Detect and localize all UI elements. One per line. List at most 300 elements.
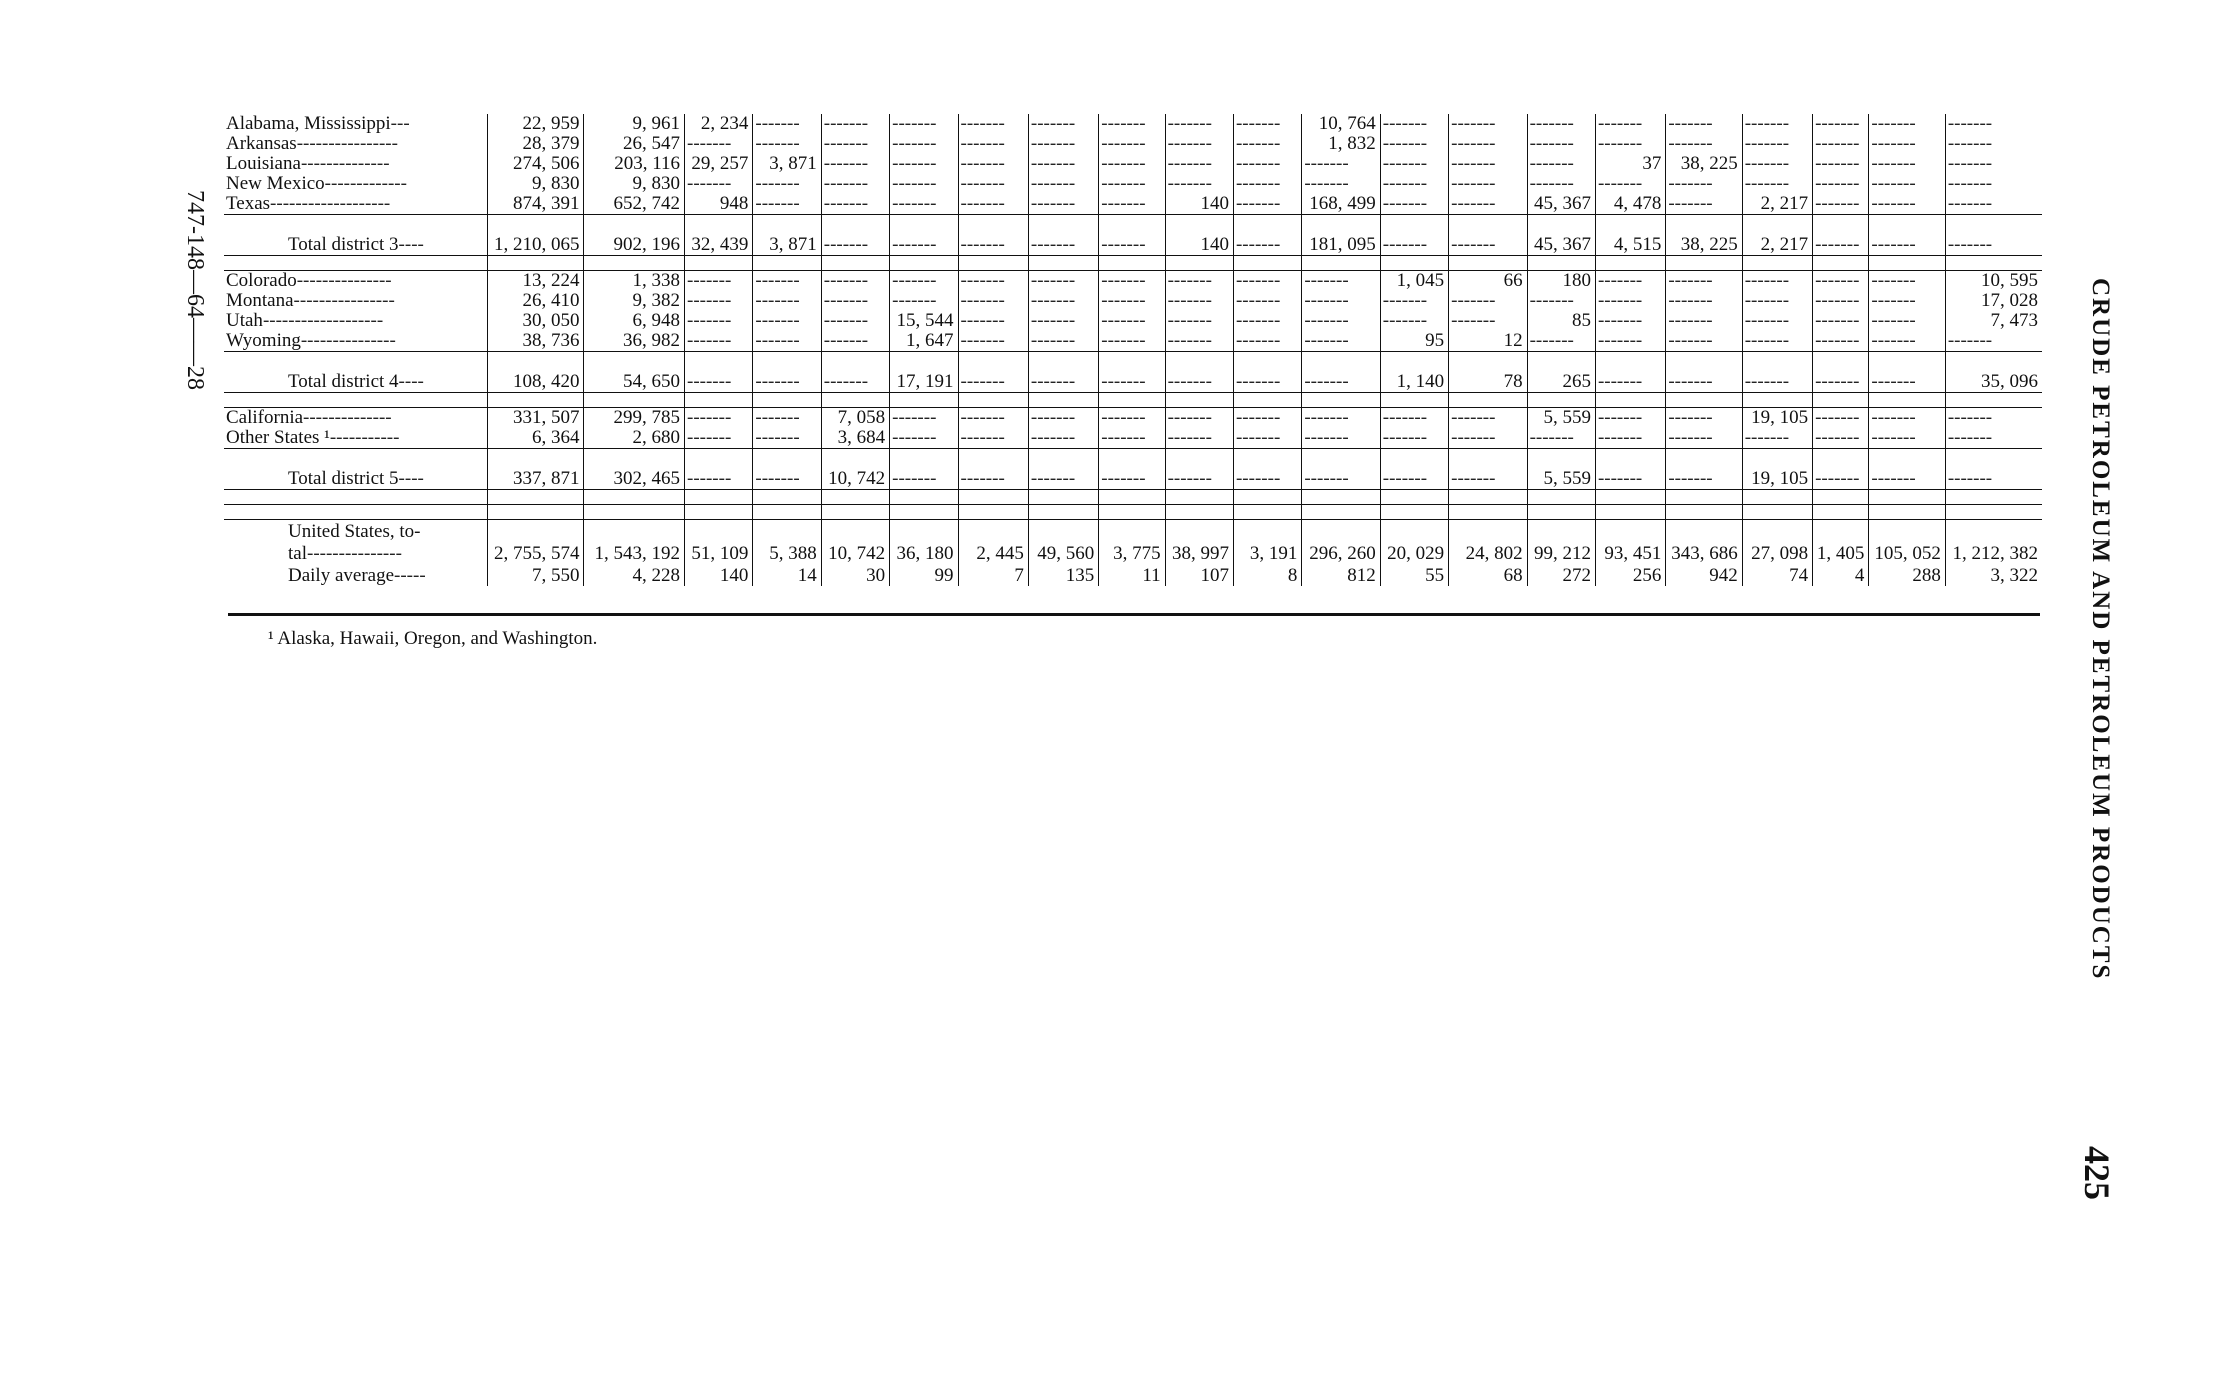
table-cell: -------: [1028, 154, 1098, 174]
table-cell: 652, 742: [584, 194, 685, 215]
table-cell: -------: [1302, 408, 1380, 429]
table-cell: -------: [1742, 154, 1812, 174]
table-cell: 108, 420: [487, 370, 584, 393]
table-cell: -------: [1380, 154, 1448, 174]
table-cell: 1, 543, 192: [584, 542, 685, 564]
table-cell: -------: [1595, 271, 1665, 292]
table-cell: 4, 515: [1595, 233, 1665, 256]
row-label: Wyoming---------------: [226, 331, 396, 351]
table-cell: -------: [1028, 467, 1098, 490]
table-cell: -------: [1742, 291, 1812, 311]
table-cell: [1527, 520, 1595, 543]
table-cell: -------: [1302, 174, 1380, 194]
table-cell: 26, 410: [487, 291, 584, 311]
table-cell: [1449, 520, 1527, 543]
table-cell: 30: [821, 564, 889, 586]
table-cell: 265: [1527, 370, 1595, 393]
table-cell: -------: [1813, 311, 1869, 331]
table-cell: -------: [890, 467, 958, 490]
table-cell: 140: [1165, 194, 1233, 215]
table-cell: [1595, 520, 1665, 543]
table-cell: -------: [685, 271, 753, 292]
table-cell: -------: [821, 331, 889, 352]
table-cell: 19, 105: [1742, 467, 1812, 490]
table-cell: -------: [1666, 174, 1742, 194]
table-cell: 1, 045: [1380, 271, 1448, 292]
table-row: [224, 194, 2042, 215]
table-cell: 11: [1099, 564, 1165, 586]
table-cell: -------: [1302, 291, 1380, 311]
table-cell: -------: [1666, 291, 1742, 311]
table-cell: -------: [821, 271, 889, 292]
table-cell: -------: [1869, 233, 1945, 256]
table-cell: -------: [1742, 331, 1812, 352]
table-cell: -------: [821, 154, 889, 174]
table-cell: -------: [753, 311, 821, 331]
table-cell: [1945, 520, 2042, 543]
table-cell: -------: [821, 291, 889, 311]
table-cell: 35, 096: [1945, 370, 2042, 393]
table-cell: -------: [821, 134, 889, 154]
table-cell: -------: [821, 194, 889, 215]
table-cell: -------: [890, 194, 958, 215]
table-row: [224, 154, 2042, 174]
table-row: [224, 542, 2042, 564]
row-label: California--------------: [226, 407, 392, 428]
table-cell: -------: [1380, 134, 1448, 154]
table-cell: -------: [1449, 311, 1527, 331]
table-cell: 105, 052: [1869, 542, 1945, 564]
table-cell: -------: [1595, 370, 1665, 393]
table-cell: -------: [1099, 134, 1165, 154]
table-cell: -------: [1666, 467, 1742, 490]
table-cell: -------: [1028, 271, 1098, 292]
table-cell: -------: [890, 154, 958, 174]
table-row: [224, 564, 2042, 586]
table-cell: 17, 191: [890, 370, 958, 393]
row-label: United States, to-: [288, 521, 421, 542]
table-cell: 337, 871: [487, 467, 584, 490]
table-cell: 26, 547: [584, 134, 685, 154]
table-cell: -------: [1813, 370, 1869, 393]
side-label: 747-148—64——28: [182, 190, 208, 390]
table-cell: -------: [1945, 114, 2042, 134]
table-cell: 38, 736: [487, 331, 584, 352]
table-cell: -------: [821, 174, 889, 194]
table-cell: 343, 686: [1666, 542, 1742, 564]
table-cell: -------: [1380, 311, 1448, 331]
table-cell: 4, 228: [584, 564, 685, 586]
table-cell: 17, 028: [1945, 291, 2042, 311]
table-cell: 2, 217: [1742, 194, 1812, 215]
table-cell: -------: [1380, 428, 1448, 449]
table-cell: -------: [1233, 467, 1301, 490]
table-cell: 32, 439: [685, 233, 753, 256]
table-cell: 331, 507: [487, 408, 584, 429]
table-cell: 874, 391: [487, 194, 584, 215]
table-cell: [958, 520, 1028, 543]
table-cell: 3, 871: [753, 154, 821, 174]
table-cell: 2, 217: [1742, 233, 1812, 256]
table-cell: 7, 550: [487, 564, 584, 586]
table-cell: -------: [1813, 271, 1869, 292]
table-cell: 4, 478: [1595, 194, 1665, 215]
table-cell: -------: [1099, 174, 1165, 194]
table-row: [224, 428, 2042, 449]
table-cell: 99: [890, 564, 958, 586]
table-cell: -------: [1527, 331, 1595, 352]
table-cell: -------: [685, 467, 753, 490]
table-cell: -------: [1666, 311, 1742, 331]
table-cell: -------: [1945, 233, 2042, 256]
table-cell: 78: [1449, 370, 1527, 393]
table-cell: -------: [1165, 154, 1233, 174]
table-cell: -------: [1099, 467, 1165, 490]
table-cell: -------: [1742, 370, 1812, 393]
table-cell: -------: [958, 331, 1028, 352]
table-cell: 8: [1233, 564, 1301, 586]
table-cell: -------: [958, 291, 1028, 311]
table-cell: 1, 832: [1302, 134, 1380, 154]
table-cell: 5, 388: [753, 542, 821, 564]
table-cell: 135: [1028, 564, 1098, 586]
table-cell: [821, 520, 889, 543]
table-cell: 302, 465: [584, 467, 685, 490]
table-cell: -------: [890, 134, 958, 154]
table-cell: [753, 520, 821, 543]
table-cell: -------: [1099, 311, 1165, 331]
table-cell: 1, 647: [890, 331, 958, 352]
table-cell: -------: [1233, 194, 1301, 215]
table-cell: 296, 260: [1302, 542, 1380, 564]
table-cell: 7, 058: [821, 408, 889, 429]
table-cell: 36, 982: [584, 331, 685, 352]
table-cell: -------: [1233, 174, 1301, 194]
table-cell: [1302, 520, 1380, 543]
table-cell: -------: [753, 370, 821, 393]
table-cell: 45, 367: [1527, 194, 1595, 215]
table-cell: 3, 191: [1233, 542, 1301, 564]
table-cell: -------: [1527, 174, 1595, 194]
table-cell: -------: [1813, 114, 1869, 134]
table-cell: -------: [1099, 114, 1165, 134]
table-cell: -------: [1028, 233, 1098, 256]
table-cell: -------: [890, 174, 958, 194]
table-cell: -------: [1449, 467, 1527, 490]
table-cell: 9, 830: [584, 174, 685, 194]
table-cell: 9, 961: [584, 114, 685, 134]
table-cell: [890, 520, 958, 543]
table-cell: -------: [1742, 271, 1812, 292]
table-cell: 1, 338: [584, 271, 685, 292]
table-cell: 15, 544: [890, 311, 958, 331]
table-cell: -------: [1666, 271, 1742, 292]
table-cell: -------: [1666, 134, 1742, 154]
table-row: [224, 233, 2042, 256]
table-cell: -------: [958, 408, 1028, 429]
row-label: New Mexico-------------: [226, 174, 407, 194]
table-cell: 95: [1380, 331, 1448, 352]
table-row: [224, 467, 2042, 490]
table-cell: -------: [958, 311, 1028, 331]
table-cell: -------: [1099, 154, 1165, 174]
table-cell: -------: [1666, 428, 1742, 449]
table-cell: -------: [1233, 408, 1301, 429]
table-cell: -------: [958, 467, 1028, 490]
table-cell: -------: [1099, 271, 1165, 292]
table-row: [224, 174, 2042, 194]
table-cell: -------: [685, 311, 753, 331]
row-label: Total district 5----: [288, 468, 424, 489]
table-cell: 38, 225: [1666, 154, 1742, 174]
table-cell: -------: [1099, 428, 1165, 449]
table-cell: [1099, 520, 1165, 543]
table-cell: [1742, 520, 1812, 543]
table-cell: -------: [1165, 311, 1233, 331]
table-cell: -------: [1945, 428, 2042, 449]
table-cell: 10, 764: [1302, 114, 1380, 134]
table-cell: -------: [1813, 428, 1869, 449]
table-cell: 19, 105: [1742, 408, 1812, 429]
table-cell: -------: [958, 154, 1028, 174]
table-cell: 181, 095: [1302, 233, 1380, 256]
table-cell: -------: [1595, 114, 1665, 134]
table-cell: -------: [821, 114, 889, 134]
table-cell: -------: [1449, 154, 1527, 174]
table-cell: 140: [1165, 233, 1233, 256]
table-cell: 203, 116: [584, 154, 685, 174]
table-cell: -------: [1165, 467, 1233, 490]
table-cell: -------: [1945, 408, 2042, 429]
table-cell: -------: [1813, 331, 1869, 352]
table-cell: -------: [1869, 331, 1945, 352]
table-cell: 3, 871: [753, 233, 821, 256]
table-cell: -------: [1449, 291, 1527, 311]
table-cell: -------: [1380, 174, 1448, 194]
row-separator: [224, 393, 2042, 408]
table-cell: 93, 451: [1595, 542, 1665, 564]
table-cell: 51, 109: [685, 542, 753, 564]
table-row: [224, 114, 2042, 134]
table-cell: 29, 257: [685, 154, 753, 174]
row-label: Colorado---------------: [226, 270, 392, 291]
table-cell: -------: [890, 408, 958, 429]
table-cell: 107: [1165, 564, 1233, 586]
table-cell: -------: [1869, 194, 1945, 215]
table-cell: -------: [1302, 331, 1380, 352]
table-cell: -------: [753, 194, 821, 215]
row-separator: [224, 215, 2042, 234]
table-cell: -------: [1869, 114, 1945, 134]
row-separator: [224, 352, 2042, 371]
table-cell: -------: [1302, 428, 1380, 449]
table-cell: 288: [1869, 564, 1945, 586]
table-cell: -------: [958, 114, 1028, 134]
table-cell: -------: [1380, 408, 1448, 429]
table-cell: -------: [821, 311, 889, 331]
table-cell: -------: [1869, 428, 1945, 449]
table-cell: 7, 473: [1945, 311, 2042, 331]
table-cell: -------: [1813, 154, 1869, 174]
table-cell: 85: [1527, 311, 1595, 331]
table-cell: -------: [685, 370, 753, 393]
table-bottom-rule: [228, 613, 2040, 616]
footnote: ¹ Alaska, Hawaii, Oregon, and Washington.: [268, 628, 598, 649]
table-row: [224, 311, 2042, 331]
row-label: tal---------------: [288, 543, 402, 564]
row-label: Alabama, Mississippi---: [226, 114, 410, 134]
table-cell: -------: [1099, 291, 1165, 311]
table-cell: 7: [958, 564, 1028, 586]
table-cell: -------: [753, 174, 821, 194]
table-cell: -------: [1233, 428, 1301, 449]
table-cell: 12: [1449, 331, 1527, 352]
table-cell: -------: [1869, 370, 1945, 393]
table-cell: -------: [685, 331, 753, 352]
table-cell: -------: [1595, 174, 1665, 194]
table-cell: -------: [1595, 467, 1665, 490]
table-row: [224, 370, 2042, 393]
table-row: [224, 520, 2042, 543]
table-cell: -------: [1595, 134, 1665, 154]
table-cell: -------: [1945, 154, 2042, 174]
table-cell: -------: [685, 174, 753, 194]
table-cell: 1, 140: [1380, 370, 1448, 393]
table-cell: -------: [1527, 114, 1595, 134]
table-cell: -------: [1449, 134, 1527, 154]
table-cell: -------: [1302, 370, 1380, 393]
table-cell: -------: [1869, 154, 1945, 174]
table-cell: 13, 224: [487, 271, 584, 292]
row-label: Total district 4----: [288, 371, 424, 392]
table-cell: [487, 520, 584, 543]
table-cell: -------: [890, 233, 958, 256]
table-cell: -------: [1233, 134, 1301, 154]
table-cell: -------: [1028, 194, 1098, 215]
table-cell: -------: [1945, 331, 2042, 352]
table-cell: 38, 997: [1165, 542, 1233, 564]
table-cell: -------: [1380, 233, 1448, 256]
table-cell: -------: [1380, 194, 1448, 215]
table-cell: 168, 499: [1302, 194, 1380, 215]
table-cell: -------: [1028, 311, 1098, 331]
table-cell: -------: [1449, 174, 1527, 194]
table-cell: 180: [1527, 271, 1595, 292]
table-cell: -------: [1165, 331, 1233, 352]
table-cell: 140: [685, 564, 753, 586]
table-cell: 2, 445: [958, 542, 1028, 564]
table-cell: 1, 405: [1813, 542, 1869, 564]
table-cell: -------: [1302, 467, 1380, 490]
table-cell: -------: [1233, 154, 1301, 174]
table-cell: -------: [1165, 134, 1233, 154]
table-cell: 5, 559: [1527, 467, 1595, 490]
table-cell: 6, 948: [584, 311, 685, 331]
table-cell: [1165, 520, 1233, 543]
table-cell: -------: [1302, 271, 1380, 292]
table-cell: 10, 742: [821, 467, 889, 490]
table-cell: -------: [1595, 291, 1665, 311]
table-cell: 5, 559: [1527, 408, 1595, 429]
table-cell: 4: [1813, 564, 1869, 586]
table-row: [224, 291, 2042, 311]
table-cell: 66: [1449, 271, 1527, 292]
table-cell: -------: [1666, 370, 1742, 393]
table-cell: -------: [890, 271, 958, 292]
table-cell: [1869, 520, 1945, 543]
table-cell: -------: [1945, 134, 2042, 154]
table-cell: -------: [1869, 271, 1945, 292]
table-cell: 14: [753, 564, 821, 586]
table-cell: -------: [958, 233, 1028, 256]
table-cell: -------: [1302, 154, 1380, 174]
table-cell: 3, 684: [821, 428, 889, 449]
table-cell: -------: [1527, 291, 1595, 311]
table-cell: -------: [1449, 114, 1527, 134]
table-cell: 74: [1742, 564, 1812, 586]
table-cell: -------: [1813, 467, 1869, 490]
table-cell: -------: [685, 291, 753, 311]
table-cell: -------: [1380, 114, 1448, 134]
table-cell: 1, 210, 065: [487, 233, 584, 256]
table-cell: 902, 196: [584, 233, 685, 256]
table-cell: -------: [1233, 370, 1301, 393]
row-label: Arkansas----------------: [226, 134, 398, 154]
table-cell: -------: [1028, 114, 1098, 134]
table-cell: -------: [1028, 428, 1098, 449]
row-separator: [224, 449, 2042, 468]
table-cell: 3, 775: [1099, 542, 1165, 564]
table-cell: 36, 180: [890, 542, 958, 564]
table-cell: 948: [685, 194, 753, 215]
table-cell: -------: [1099, 408, 1165, 429]
table-cell: -------: [1449, 194, 1527, 215]
table-cell: -------: [1165, 271, 1233, 292]
row-label: Other States ¹-----------: [226, 428, 400, 448]
row-label: Total district 3----: [288, 234, 424, 255]
table-cell: -------: [1099, 194, 1165, 215]
table-cell: 256: [1595, 564, 1665, 586]
table-cell: -------: [1028, 408, 1098, 429]
row-label: Utah-------------------: [226, 311, 384, 331]
table-cell: -------: [1028, 291, 1098, 311]
table-cell: -------: [890, 291, 958, 311]
table-row: [224, 408, 2042, 429]
row-label: Montana----------------: [226, 291, 395, 311]
table-cell: -------: [1165, 291, 1233, 311]
table-cell: -------: [753, 291, 821, 311]
table-cell: -------: [1813, 194, 1869, 215]
table-cell: -------: [1742, 134, 1812, 154]
table-cell: -------: [1233, 233, 1301, 256]
table-cell: -------: [958, 174, 1028, 194]
table-cell: -------: [1945, 194, 2042, 215]
table-cell: -------: [1813, 233, 1869, 256]
table-cell: -------: [1666, 408, 1742, 429]
table-cell: -------: [1813, 134, 1869, 154]
table-cell: -------: [1869, 408, 1945, 429]
table-cell: -------: [1165, 174, 1233, 194]
table-cell: 6, 364: [487, 428, 584, 449]
table-cell: -------: [753, 408, 821, 429]
table-row: [224, 331, 2042, 352]
table-cell: 49, 560: [1028, 542, 1098, 564]
table-cell: -------: [753, 134, 821, 154]
table-cell: 38, 225: [1666, 233, 1742, 256]
table-cell: -------: [1869, 311, 1945, 331]
table-cell: [1380, 520, 1448, 543]
table-cell: -------: [1165, 428, 1233, 449]
